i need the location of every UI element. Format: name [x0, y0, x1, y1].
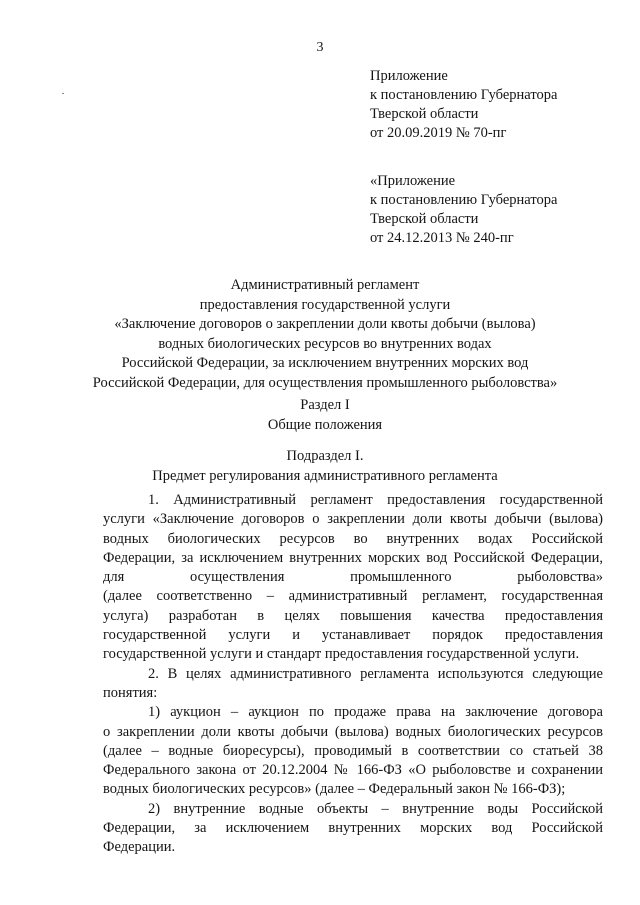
title-line: Административный регламент	[230, 277, 420, 293]
paragraph-line: государственной услуги и стандарт предоставления государственной услуги.	[103, 646, 580, 663]
title-line: «Заключение договоров о закреплении доли квоты добычи (вылова)	[114, 316, 536, 332]
annex-line: от 20.09.2019 № 70-пг	[370, 125, 507, 141]
paragraph-line: 2. В целях административного регламента используются следующие	[148, 665, 603, 682]
scan-mark	[62, 93, 64, 94]
annex-header-current	[370, 67, 557, 143]
title-line: водных биологических ресурсов во внутренних водах	[158, 335, 492, 352]
paragraph-line: (далее соответственно – административный регламент, государственная	[103, 588, 603, 605]
paragraph-line: водных биологических ресурсов» (далее – Федеральный закон № 166-ФЗ);	[103, 781, 566, 798]
annex-line: к постановлению Губернатора	[370, 87, 558, 103]
document-body	[103, 491, 603, 858]
title-line: Российской Федерации, за исключением внутренних морских вод	[121, 355, 529, 371]
document-title	[60, 276, 590, 393]
subsection-heading	[60, 447, 590, 486]
title-line: предоставления государственной услуги	[199, 296, 451, 313]
section-number: Раздел I	[300, 397, 350, 413]
subsection-title: Предмет регулирования административного регламента	[152, 467, 498, 484]
paragraph-line: понятия:	[103, 684, 158, 701]
paragraph-line: 2) внутренние водные объекты – внутренние воды Российской	[148, 800, 603, 817]
paragraph-line: услуги «Заключение договоров о закреплении доли квоты добычи (вылова)	[103, 511, 603, 528]
paragraph-line: 1. Административный регламент предоставления государственной	[148, 492, 603, 508]
annex-line: Тверской области	[370, 106, 479, 122]
paragraph-line: Федерации, за исключением внутренних морских вод Российской	[103, 820, 603, 837]
paragraph-line: о закреплении доли квоты добычи (вылова) водных биологических ресурсов	[103, 723, 603, 740]
paragraph-line: 1) аукцион – аукцион по продаже права на заключение договора	[148, 704, 603, 721]
annex-line: «Приложение	[370, 173, 456, 189]
annex-line: от 24.12.2013 № 240-пг	[370, 230, 514, 246]
paragraph-line: Федерации.	[103, 839, 176, 856]
paragraph-line: (далее – водные биоресурсы), проводимый в соответствии со статьей 38	[103, 742, 603, 759]
paragraph-line: услуга) разработан в целях повышения качества предоставления	[103, 607, 603, 624]
annex-line: Тверской области	[370, 211, 479, 227]
paragraph-line: Федерации, за исключением внутренних морских вод Российской Федерации,	[103, 549, 603, 566]
annex-line: к постановлению Губернатора	[370, 192, 558, 208]
paragraph-line: водных биологических ресурсов во внутренних водах Российской	[103, 530, 603, 547]
section-heading	[60, 396, 590, 435]
page-number: 3	[316, 40, 324, 55]
paragraph-line: государственной услуги и устанавливает порядок предоставления	[103, 627, 603, 644]
paragraph-line: для осуществления промышленного рыболовства»	[103, 569, 603, 586]
title-line: Российской Федерации, для осуществления промышленного рыболовства»	[92, 374, 558, 391]
paragraph-line: Федерального закона от 20.12.2004 № 166-ФЗ «О рыболовстве и сохранении	[103, 762, 603, 779]
annex-header-original	[370, 172, 557, 248]
annex-line: Приложение	[370, 68, 448, 84]
subsection-number: Подраздел I.	[286, 448, 364, 464]
section-title: Общие положения	[267, 416, 383, 433]
